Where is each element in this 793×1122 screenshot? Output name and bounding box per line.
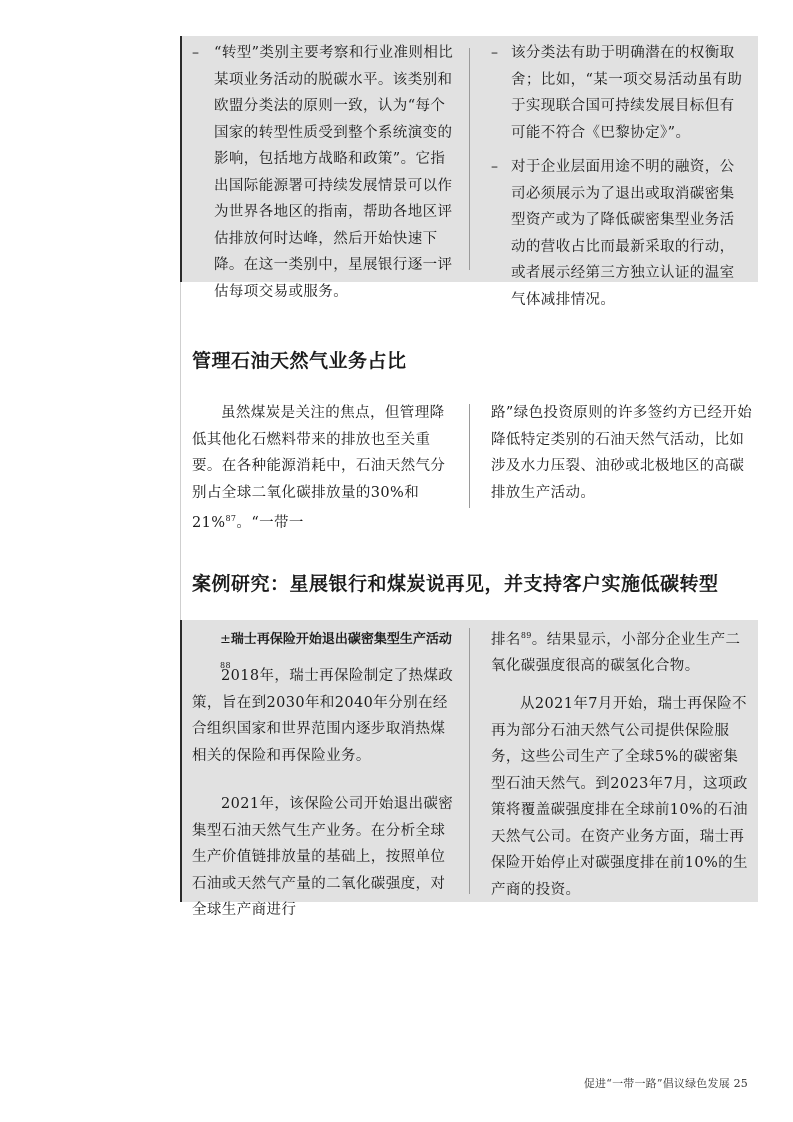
footnote-ref-87: 87 [225,514,237,523]
case-panel-divider [469,628,470,894]
case-right-paragraph-2: 从2021年7月开始，瑞士再保险不再为部分石油天然气公司提供保险服务，这些公司生产了全球5%的碳密集型石油天然气。到2023年7月，这项政策将覆盖碳强度排在全球前10%的石油天然气公司。在资产业务方面，瑞士再保险开始停止对碳强度排在前10%的生产商的投资。 [491,696,748,898]
page-footer [584,1075,748,1091]
case-panel-left-bar [180,620,182,902]
footer-title: 促进“一带一路”倡议绿色发展 [583,1077,730,1090]
case-right-p1-rest: 。结果显示，小部分企业生产二氧化碳强度很高的碳氢化合物。 [491,631,741,675]
top-right-bullet-2-text: 对于企业层面用途不明的融资，公司必须展示为了退出或取消碳密集型资产或为了降低碳密集型业务活动的营收占比而最新采取的行动，或者展示经第三方独立认证的温室气体减排情况。 [511,159,735,308]
case-left-paragraph-1: 2018年，瑞士再保险制定了热煤政策，旨在到2030年和2040年分别在经合组织国家和世界范围内逐步取消热煤相关的保险和再保险业务。 [192,668,454,764]
section1-left-tail: 。“一带一 [236,514,304,531]
top-left-bullet-text: “转型”类别主要考察和行业准则相比某项业务活动的脱碳水平。该类别和欧盟分类法的原则一致，认为“每个国家的转型性质受到整个系统演变的影响，包括地方战略和政策”。它指出国际能源署可持续发展情景可以作为世界各地区的指南，帮助各地区评估排放何时达峰，然后开始快速下降。在这一类别中，星展银行逐一评估每项交易或服务。 [214,45,454,300]
case-right-paragraph-1 [491,623,753,680]
top-right-bullet-1-text: 该分类法有助于明确潜在的权衡取舍；比如，“某一项交易活动虽有助于实现联合国可持续发展目标但有可能不符合《巴黎协定》”。 [511,45,743,141]
top-right-bullet-1 [491,40,749,146]
margin-rule [180,282,181,620]
page-number: 25 [733,1077,748,1090]
section-heading-case-study: 案例研究：星展银行和煤炭说再见，并支持客户实施低碳转型 [192,573,719,595]
case-right-p1-start: 排名 [491,631,521,648]
dash-marker: – [192,45,199,61]
footnote-ref-89: 89 [520,631,532,640]
top-panel-divider [469,48,470,270]
dash-marker: – [491,45,498,61]
case-left-paragraph-2: 2021年，该保险公司开始退出碳密集型石油天然气生产业务。在分析全球生产价值链排放量的基础上，按照单位石油或天然气产量的二氧化碳强度，对全球生产商进行 [192,796,454,918]
top-panel-left-bar [180,36,182,282]
section1-left-paragraph [192,400,454,536]
dash-marker: – [491,159,498,175]
case-subheading-text: 瑞士再保险开始退出碳密集型生产活动 [230,632,452,647]
top-right-bullet-2 [491,154,749,313]
footnote-ref-88: 88 [220,660,231,670]
section1-right-paragraph: 路”绿色投资原则的许多签约方已经开始降低特定类别的石油天然气活动，比如涉及水力压裂、油砂或北极地区的高碳排放生产活动。 [491,405,753,501]
case-subheading-prefix: ± [220,632,231,647]
section-heading-oil-gas: 管理石油天然气业务占比 [192,350,407,372]
section1-left-text: 虽然煤炭是关注的焦点，但管理降低其他化石燃料带来的排放也至关重要。在各种能源消耗中，石油天然气分别占全球二氧化碳排放量的30%和21% [192,405,446,531]
section1-divider [469,404,470,508]
top-left-bullet [192,40,458,305]
